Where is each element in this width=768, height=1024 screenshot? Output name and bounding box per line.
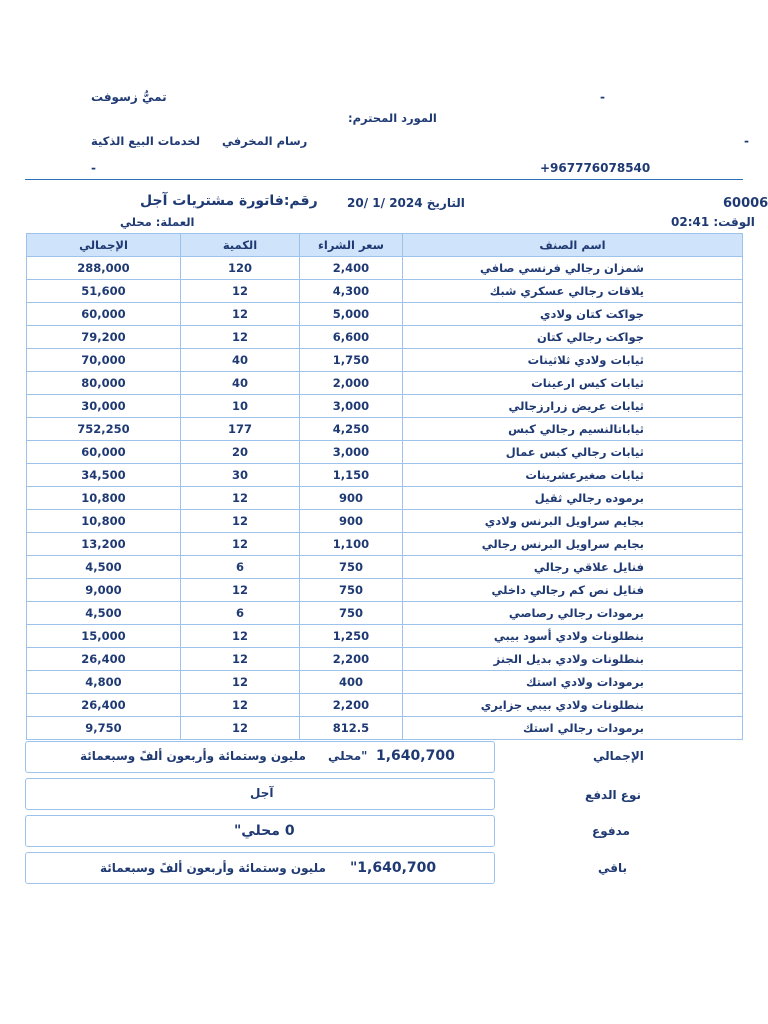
cell-quantity: 10 xyxy=(181,395,300,418)
cell-total: 9,750 xyxy=(27,717,181,740)
table-row xyxy=(27,326,743,349)
cell-quantity: 12 xyxy=(181,303,300,326)
cell-quantity: 12 xyxy=(181,280,300,303)
cell-total: 70,000 xyxy=(27,349,181,372)
cell-price: 400 xyxy=(300,671,403,694)
cell-item-name: ثياباتالنسيم رجالي كبس xyxy=(403,418,743,441)
cell-price: 812.5 xyxy=(300,717,403,740)
payment-type-label: نوع الدفع xyxy=(585,788,642,802)
invoice-title: رقم:فاتورة مشتريات آجل xyxy=(140,193,318,209)
cell-quantity: 6 xyxy=(181,556,300,579)
cell-item-name: ثيابات ولادي ثلاثينات xyxy=(403,349,743,372)
cell-price: 900 xyxy=(300,510,403,533)
cell-item-name: بنطلونات ولادي بديل الجنز xyxy=(403,648,743,671)
cell-item-name: بنطلونات ولادي بيبي جزايري xyxy=(403,694,743,717)
table-row xyxy=(27,303,743,326)
dash-top: - xyxy=(600,90,605,104)
table-row xyxy=(27,694,743,717)
cell-price: 6,600 xyxy=(300,326,403,349)
cell-total: 10,800 xyxy=(27,510,181,533)
cell-quantity: 177 xyxy=(181,418,300,441)
cell-quantity: 12 xyxy=(181,625,300,648)
table-row xyxy=(27,395,743,418)
table-row xyxy=(27,556,743,579)
paid-box xyxy=(25,815,495,847)
cell-price: 900 xyxy=(300,487,403,510)
cell-price: 1,750 xyxy=(300,349,403,372)
cell-item-name: جواكت رجالي كتان xyxy=(403,326,743,349)
table-row xyxy=(27,717,743,740)
cell-item-name: ثيابات رجالي كبس عمال xyxy=(403,441,743,464)
cell-item-name: ثيابات عريض زرارزجالي xyxy=(403,395,743,418)
cell-total: 4,500 xyxy=(27,556,181,579)
cell-price: 750 xyxy=(300,579,403,602)
remaining-label: باقي xyxy=(598,861,628,875)
cell-quantity: 30 xyxy=(181,464,300,487)
total-words: مليون وستمائة وأربعون ألفً وسبعمائة xyxy=(80,749,306,763)
cell-total: 80,000 xyxy=(27,372,181,395)
header-divider xyxy=(25,179,743,180)
cell-total: 26,400 xyxy=(27,694,181,717)
cell-price: 3,000 xyxy=(300,441,403,464)
cell-total: 60,000 xyxy=(27,441,181,464)
cell-total: 288,000 xyxy=(27,257,181,280)
supplier-description: لخدمات البيع الذكية xyxy=(91,134,201,148)
cell-total: 9,000 xyxy=(27,579,181,602)
cell-quantity: 12 xyxy=(181,510,300,533)
cell-quantity: 12 xyxy=(181,648,300,671)
table-row xyxy=(27,418,743,441)
company-name: تميُّ زسوفت xyxy=(91,90,167,104)
cell-quantity: 12 xyxy=(181,671,300,694)
table-row xyxy=(27,441,743,464)
cell-price: 1,100 xyxy=(300,533,403,556)
table-row xyxy=(27,510,743,533)
cell-total: 30,000 xyxy=(27,395,181,418)
cell-quantity: 12 xyxy=(181,487,300,510)
cell-item-name: ثيابات صغيرعشرينات xyxy=(403,464,743,487)
column-header-price: سعر الشراء xyxy=(300,234,403,257)
cell-quantity: 12 xyxy=(181,326,300,349)
total-amount: 1,640,700 xyxy=(376,748,455,764)
cell-price: 1,250 xyxy=(300,625,403,648)
cell-quantity: 120 xyxy=(181,257,300,280)
table-row xyxy=(27,372,743,395)
cell-total: 10,800 xyxy=(27,487,181,510)
cell-total: 60,000 xyxy=(27,303,181,326)
cell-price: 750 xyxy=(300,602,403,625)
cell-price: 2,000 xyxy=(300,372,403,395)
cell-price: 5,000 xyxy=(300,303,403,326)
cell-price: 4,300 xyxy=(300,280,403,303)
cell-price: 2,200 xyxy=(300,648,403,671)
dash-right: - xyxy=(744,134,749,148)
cell-item-name: برمودات رجالي استك xyxy=(403,717,743,740)
table-row xyxy=(27,602,743,625)
cell-total: 752,250 xyxy=(27,418,181,441)
cell-price: 750 xyxy=(300,556,403,579)
cell-price: 2,200 xyxy=(300,694,403,717)
column-header-item-name: اسم الصنف xyxy=(403,234,743,257)
cell-total: 79,200 xyxy=(27,326,181,349)
cell-quantity: 12 xyxy=(181,717,300,740)
cell-item-name: ثيابات كيس ارعينات xyxy=(403,372,743,395)
cell-total: 26,400 xyxy=(27,648,181,671)
cell-total: 4,500 xyxy=(27,602,181,625)
dash-left: - xyxy=(91,161,96,175)
paid-label: مدفوع xyxy=(592,824,630,838)
cell-total: 13,200 xyxy=(27,533,181,556)
table-row xyxy=(27,579,743,602)
cell-item-name: برموده رجالي ثقيل xyxy=(403,487,743,510)
cell-total: 51,600 xyxy=(27,280,181,303)
cell-quantity: 20 xyxy=(181,441,300,464)
remaining-amount: "1,640,700 xyxy=(350,860,437,876)
cell-item-name: فنايل نص كم رجالي داخلي xyxy=(403,579,743,602)
cell-item-name: بنطلونات ولادي أسود بيبي xyxy=(403,625,743,648)
table-row xyxy=(27,671,743,694)
paid-value: 0 محلي" xyxy=(234,823,295,839)
cell-item-name: برمودات رجالي رصاصي xyxy=(403,602,743,625)
cell-item-name: شمزان رجالي فرنسي صافي xyxy=(403,257,743,280)
table-row xyxy=(27,464,743,487)
cell-quantity: 12 xyxy=(181,533,300,556)
table-row xyxy=(27,257,743,280)
cell-quantity: 40 xyxy=(181,372,300,395)
cell-item-name: فنايل علاقي رجالي xyxy=(403,556,743,579)
table-row xyxy=(27,625,743,648)
payment-type-value: آجل xyxy=(250,786,274,800)
cell-price: 2,400 xyxy=(300,257,403,280)
payment-type-box xyxy=(25,778,495,810)
cell-price: 1,150 xyxy=(300,464,403,487)
table-row xyxy=(27,280,743,303)
cell-price: 4,250 xyxy=(300,418,403,441)
cell-item-name: بجايم سراويل البرنس رجالي xyxy=(403,533,743,556)
column-header-total: الإجمالي xyxy=(27,234,181,257)
cell-quantity: 40 xyxy=(181,349,300,372)
cell-item-name: بجايم سراويل البرنس ولادي xyxy=(403,510,743,533)
table-header-row xyxy=(27,234,743,257)
table-row xyxy=(27,533,743,556)
column-header-quantity: الكمية xyxy=(181,234,300,257)
cell-price: 3,000 xyxy=(300,395,403,418)
supplier-name: رسام المخرفي xyxy=(222,134,308,148)
table-row xyxy=(27,487,743,510)
cell-total: 4,800 xyxy=(27,671,181,694)
total-box xyxy=(25,741,495,773)
invoice-currency: العملة: محلي xyxy=(120,215,195,229)
cell-total: 15,000 xyxy=(27,625,181,648)
items-table xyxy=(26,233,743,740)
cell-item-name: يلاقات رجالي عسكري شبك xyxy=(403,280,743,303)
table-row xyxy=(27,349,743,372)
invoice-time: الوقت: 02:41 xyxy=(671,215,755,229)
total-label: الإجمالي xyxy=(593,749,644,763)
invoice-number: 60006 xyxy=(723,196,768,211)
cell-item-name: جواكت كتان ولادي xyxy=(403,303,743,326)
invoice-date: التاريخ 2024 /1 /20 xyxy=(347,196,465,210)
cell-quantity: 12 xyxy=(181,579,300,602)
table-row xyxy=(27,648,743,671)
total-currency: محلي" xyxy=(328,749,368,763)
cell-quantity: 12 xyxy=(181,694,300,717)
remaining-box xyxy=(25,852,495,884)
remaining-words: مليون وستمائة وأربعون ألفً وسبعمائة xyxy=(100,861,326,875)
cell-item-name: برمودات ولادي استك xyxy=(403,671,743,694)
phone-number: +967776078540 xyxy=(540,161,651,175)
cell-quantity: 6 xyxy=(181,602,300,625)
supplier-label: المورد المحترم: xyxy=(348,111,437,125)
cell-total: 34,500 xyxy=(27,464,181,487)
